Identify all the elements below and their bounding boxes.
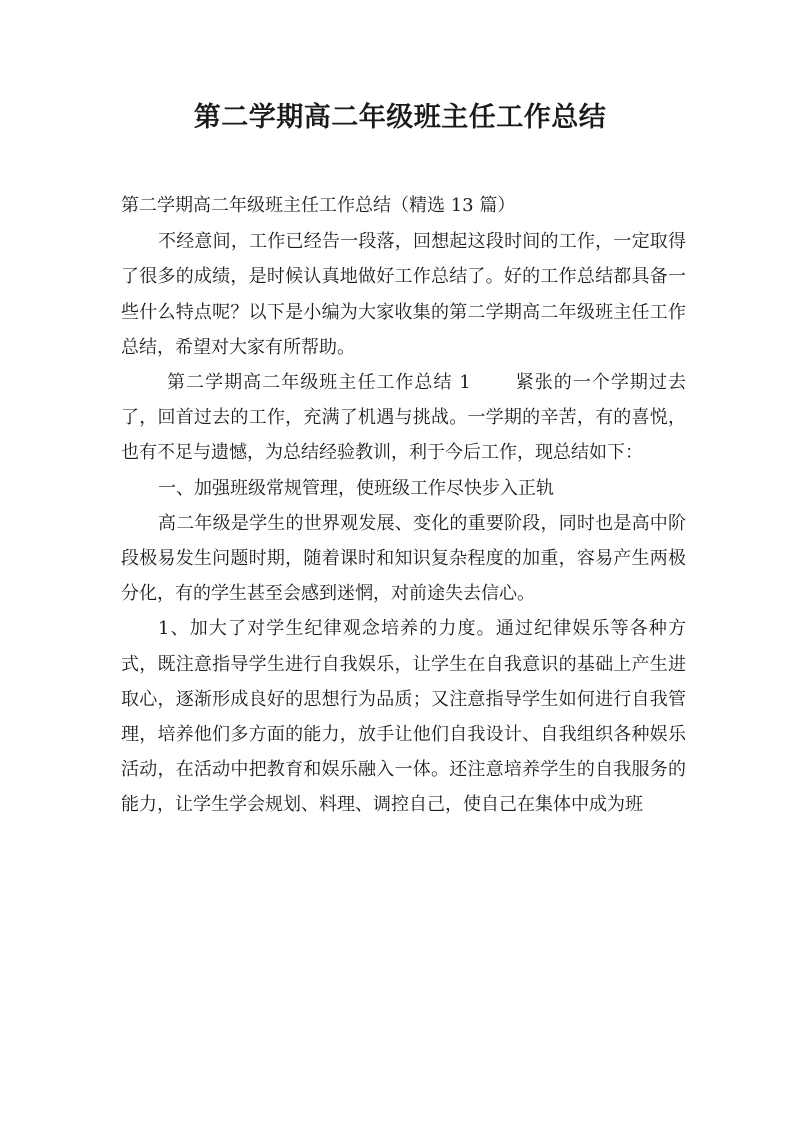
intro-paragraph: 不经意间，工作已经告一段落，回想起这段时间的工作，一定取得了很多的成绩，是时候认真地做好工作总结了。好的工作总结都具备一些什么特点呢？以下是小编为大家收集的第二学期高二年级班主任工作总结，希望对大家有所帮助。 [121,231,686,358]
point-1-heading: 一、加强班级常规管理，使班级工作尽快步入正轨 [158,477,554,499]
section-1-lead-text: 紧张的一个学期过去了，回首过去的工作，充满了机遇与挑战。一学期的辛苦，有的喜悦，也有不足与遗憾，为总结经验教训，利于今后工作，现总结如下： [121,372,686,464]
section-1-heading: 第二学期高二年级班主任工作总结 1 [167,372,471,394]
item-1-paragraph: 1、加大了对学生纪律观念培养的力度。通过纪律娱乐等各种方式，既注意指导学生进行自我娱乐，让学生在自我意识的基础上产生进取心，逐渐形成良好的思想行为品质；又注意指导学生如何进行自我管理，培养他们多方面的能力，放手让他们自我设计、自我组织各种娱乐活动，在活动中把教育和娱乐融入一体。还注意培养学生的自我服务的能力，让学生学会规划、料理、调控自己，使自己在集体中成为班 [121,618,686,816]
document-body [121,188,686,823]
document-subtitle: 第二学期高二年级班主任工作总结（精选 13 篇） [121,195,516,216]
section-1-paragraph [121,365,686,471]
point-1-paragraph: 高二年级是学生的世界观发展、变化的重要阶段，同时也是高中阶段极易发生问题时期，随着课时和知识复杂程度的加重，容易产生两极分化，有的学生甚至会感到迷惘，对前途失去信心。 [121,512,686,605]
document-title: 第二学期高二年级班主任工作总结 [193,102,607,133]
